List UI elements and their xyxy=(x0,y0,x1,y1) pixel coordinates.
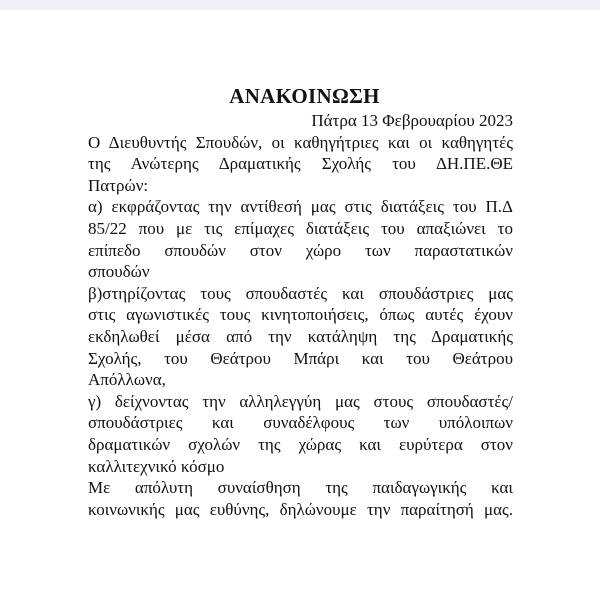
body-line: καλλιτεχνικό κόσμο xyxy=(88,456,225,476)
body-line: Ο Διευθυντής Σπουδών, οι καθηγήτριες και οι καθηγητές xyxy=(88,132,513,152)
body-line: α) εκφράζοντας την αντίθεσή μας στις διατάξεις του Π.Δ xyxy=(88,197,513,217)
document-title: ΑΝΑΚΟΙΝΩΣΗ xyxy=(229,84,380,108)
body-line: σπουδών xyxy=(88,262,150,282)
body-line: β)στηρίζοντας τους σπουδαστές και σπουδάστριες μας xyxy=(88,283,513,303)
body-line: Απόλλωνα, xyxy=(88,370,166,390)
body-line: Πατρών: xyxy=(88,175,149,195)
document-date: Πάτρα 13 Φεβρουαρίου 2023 xyxy=(311,111,513,130)
body-line: γ) δείχνοντας την αλληλεγγύη μας στους σπουδαστές/ xyxy=(88,391,513,411)
body-line: κοινωνικής μας ευθύνης, δηλώνουμε την παραίτησή μας. xyxy=(88,499,513,519)
body-line: Σχολής, του Θεάτρου Μπάρι και του Θεάτρου xyxy=(88,348,513,368)
body-line: 85/22 που με τις επίμαχες διατάξεις του απαξιώνει το xyxy=(88,218,513,238)
document-body xyxy=(88,132,513,521)
body-line: επίπεδο σπουδών στον χώρο των παραστατικών xyxy=(88,240,513,260)
body-line: σπουδάστριες και συναδέλφους των υπόλοιπων xyxy=(88,413,513,433)
body-line: στις αγωνιστικές τους κινητοποιήσεις, όπως αυτές έχουν xyxy=(88,305,513,325)
body-line: δραματικών σχολών της χώρας και ευρύτερα στον xyxy=(88,434,513,454)
top-bar xyxy=(0,0,600,10)
announcement-document xyxy=(88,82,513,520)
body-line: Με απόλυτη συναίσθηση της παιδαγωγικής και xyxy=(88,478,513,498)
body-line: εκδηλωθεί μέσα από την κατάληψη της Δραματικής xyxy=(88,326,513,346)
body-line: της Ανώτερης Δραματικής Σχολής του ΔΗ.ΠΕ.ΘΕ xyxy=(88,154,513,174)
